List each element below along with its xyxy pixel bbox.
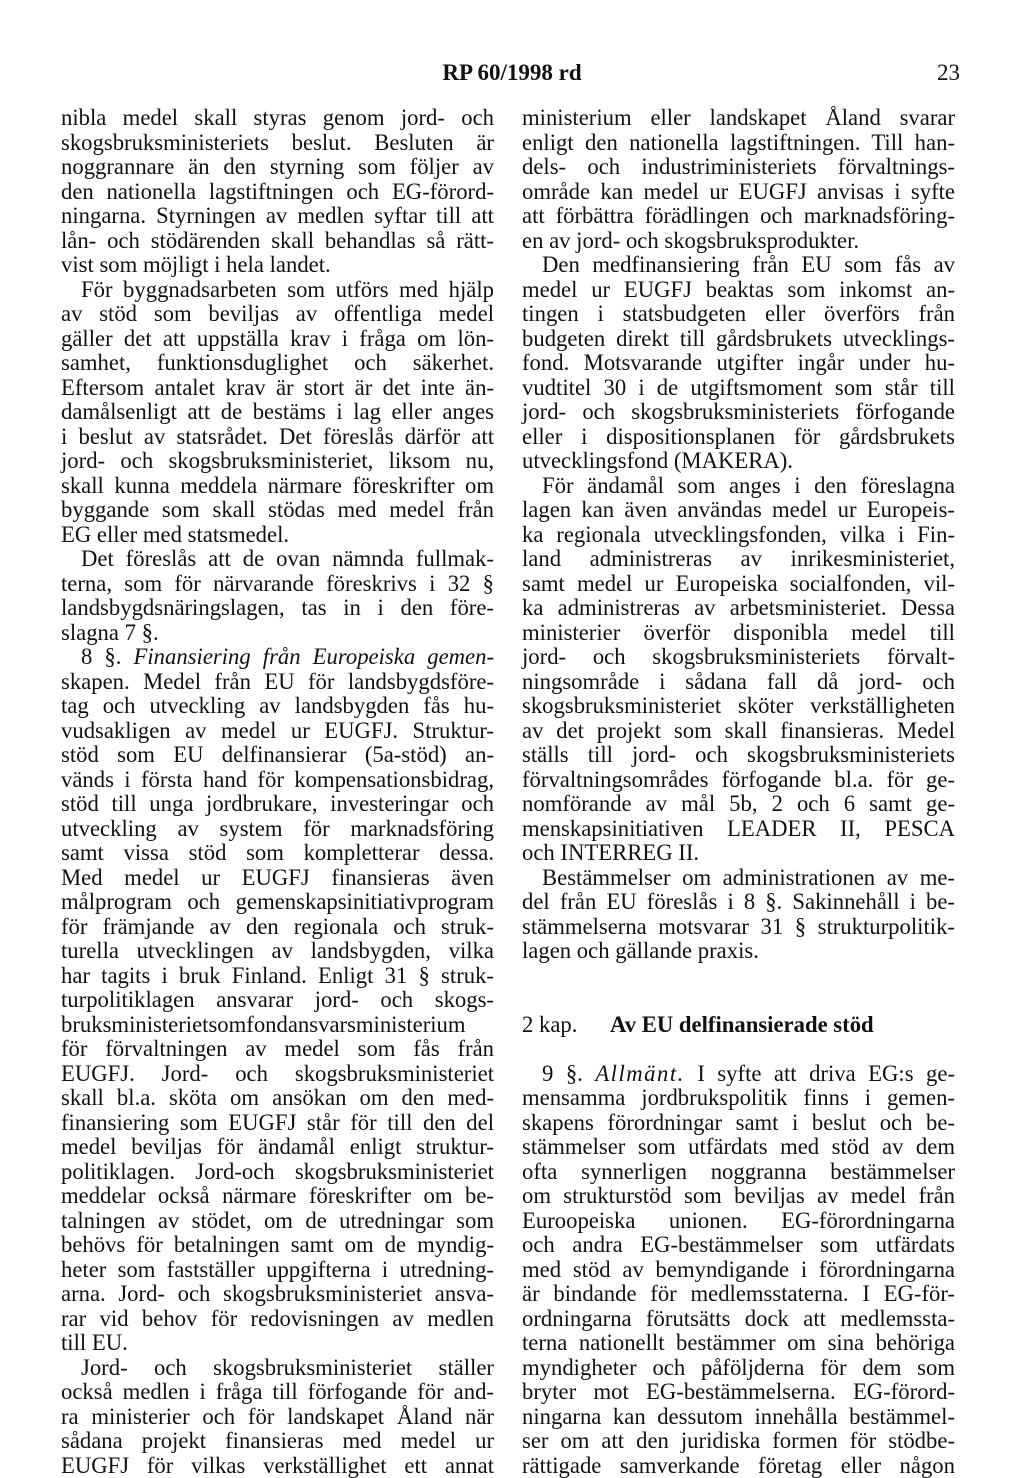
text-line: enligt den nationella lagstiftningen. Till han-: [522, 131, 955, 156]
text-line: menskapsinitiativen LEADER II, PESCA: [522, 817, 955, 842]
text-line: den nationella lagstiftningen och EG-förord-: [61, 180, 494, 205]
text-line: nomförande av mål 5b, 2 och 6 samt ge-: [522, 792, 955, 817]
text-line: ra ministerier och för landskapet Åland när: [61, 1405, 494, 1430]
text-line: rar vid behov för redovisningen av medlen: [61, 1307, 494, 1332]
section-8-number: 8 §.: [81, 644, 134, 669]
text-line: Med medel ur EUGFJ finansieras även: [61, 866, 494, 891]
text-line: ningarna. Styrningen av medlen syftar till att: [61, 204, 494, 229]
text-line: EUGFJ för vilkas verkställighet ett annat: [61, 1454, 494, 1478]
text-line: EUGFJ. Jord- och skogsbruksministeriet: [61, 1062, 494, 1087]
text-line: vist som möjligt i hela landet.: [61, 253, 494, 278]
text-line: vänds i första hand för kompensationsbidrag,: [61, 768, 494, 793]
text-line: lagen kan även användas medel ur Europeis-: [522, 498, 955, 523]
text-line: politiklagen. Jord-och skogsbruksministeriet: [61, 1160, 494, 1185]
text-line: lån- och stödärenden skall behandlas så rätt-: [61, 229, 494, 254]
text-line: skogsbruksministeriets beslut. Besluten är: [61, 131, 494, 156]
text-line: förvaltningsområdes förfogande bl.a. för ge-: [522, 768, 955, 793]
text-line: budgeten direkt till gårdsbrukets utvecklings-: [522, 327, 955, 352]
text-line: om strukturstöd som beviljas av medel från: [522, 1184, 955, 1209]
text-line: del från EU föreslås i 8 §. Sakinnehåll i be-: [522, 890, 955, 915]
text-line: samt medel ur Europeiska socialfonden, vil-: [522, 572, 955, 597]
text-line: ka administreras av arbetsministeriet. Dessa: [522, 596, 955, 621]
page-number: 23: [937, 60, 960, 86]
text-line: myndigheter och påföljderna för dem som: [522, 1356, 955, 1381]
text-line: ningarna kan dessutom innehålla bestämmel-: [522, 1405, 955, 1430]
right-column: [522, 106, 955, 1478]
section-8-heading: Finansiering från Europeiska gemen-: [134, 644, 495, 669]
text-line: tag och utveckling av landsbygden fås hu-: [61, 694, 494, 719]
text-line: dels- och industriministeriets förvaltnings-: [522, 155, 955, 180]
spacer: [522, 988, 955, 1013]
text-line: tingen i statsbudgeten eller överförs från: [522, 302, 955, 327]
section-9-heading-line: [522, 1062, 955, 1087]
text-line: land administreras av inrikesministeriet,: [522, 547, 955, 572]
text-line: skapens förordningar samt i beslut och be-: [522, 1111, 955, 1136]
text-line: Bestämmelser om administrationen av me-: [522, 866, 955, 891]
text-line: bruksministerietsomfondansvarsministerium: [61, 1013, 494, 1038]
text-line: ministerier överför disponibla medel till: [522, 621, 955, 646]
text-line: har tagits i bruk Finland. Enligt 31 § struk-: [61, 964, 494, 989]
text-line: också medlen i fråga till förfogande för and-: [61, 1380, 494, 1405]
page-title: RP 60/1998 rd: [0, 60, 1024, 86]
section-8-heading-line: [61, 645, 494, 670]
text-line: Det föreslås att de ovan nämnda fullmak-: [61, 547, 494, 572]
text-line: är bindande för medlemsstaterna. I EG-för-: [522, 1282, 955, 1307]
text-line: terna nationellt bestämmer om sina behöriga: [522, 1331, 955, 1356]
text-line: landsbygdsnäringslagen, tas in i den före-: [61, 596, 494, 621]
text-line: lagen och gällande praxis.: [522, 939, 955, 964]
chapter-number: 2 kap.: [522, 1013, 610, 1038]
text-line: av stöd som beviljas av offentliga medel: [61, 302, 494, 327]
text-line: noggrannare än den styrning som följer av: [61, 155, 494, 180]
text-line: gäller det att uppställa krav i fråga om lön-: [61, 327, 494, 352]
text-line: stämmelser som utfärdats med stöd av dem: [522, 1135, 955, 1160]
text-line: skall bl.a. sköta om ansökan om den med-: [61, 1086, 494, 1111]
text-line: ställs till jord- och skogsbruksministeriets: [522, 743, 955, 768]
text-line: samhet, funktionsduglighet och säkerhet.: [61, 351, 494, 376]
text-line: medel ur EUGFJ beaktas som inkomst an-: [522, 278, 955, 303]
text-line: ordningarna förutsätts dock att medlemssta-: [522, 1307, 955, 1332]
text-line: medel beviljas för ändamål enligt struktur-: [61, 1135, 494, 1160]
text-line: utveckling av system för marknadsföring: [61, 817, 494, 842]
text-line: turella utvecklingen av landsbygden, vilka: [61, 939, 494, 964]
text-line: heter som fastställer uppgifterna i utredning-: [61, 1258, 494, 1283]
text-line: i beslut av statsrådet. Det föreslås därför att: [61, 425, 494, 450]
text-line: rättigade samverkande företag eller någon: [522, 1454, 955, 1478]
text-line: jord- och skogsbruksministeriets förfogande: [522, 400, 955, 425]
text-line: För byggnadsarbeten som utförs med hjälp: [61, 278, 494, 303]
text-line: arna. Jord- och skogsbruksministeriet ansva-: [61, 1282, 494, 1307]
text-line: med stöd av bemyndigande i förordningarna: [522, 1258, 955, 1283]
text-line: till EU.: [61, 1331, 494, 1356]
spacer: [522, 1037, 955, 1062]
text-line: skogsbruksministeriet sköter verkställigheten: [522, 694, 955, 719]
text-line: att förbättra förädlingen och marknadsföring-: [522, 204, 955, 229]
text-line: och INTERREG II.: [522, 841, 955, 866]
text-line: ka regionala utvecklingsfonden, vilka i Fin-: [522, 523, 955, 548]
text-line: damålsenligt att de bestäms i lag eller anges: [61, 400, 494, 425]
spacer: [522, 964, 955, 989]
text-line: För ändamål som anges i den föreslagna: [522, 474, 955, 499]
text-line: slagna 7 §.: [61, 621, 494, 646]
section-9-first-text: I syfte att driva EG:s ge-: [685, 1061, 955, 1086]
section-9-number: 9 §.: [542, 1061, 595, 1086]
text-line: samt vissa stöd som kompletterar dessa.: [61, 841, 494, 866]
chapter-title: Av EU delfinansierade stöd: [610, 1013, 874, 1038]
text-line: stöd som EU delfinansierar (5a-stöd) an-: [61, 743, 494, 768]
text-line: utvecklingsfond (MAKERA).: [522, 449, 955, 474]
text-line: område kan medel ur EUGFJ anvisas i syfte: [522, 180, 955, 205]
text-line: Den medfinansiering från EU som fås av: [522, 253, 955, 278]
text-line: fond. Motsvarande utgifter ingår under hu-: [522, 351, 955, 376]
text-line: EG eller med statsmedel.: [61, 523, 494, 548]
text-line: ofta synnerligen noggranna bestämmelser: [522, 1160, 955, 1185]
text-line: bryter mot EG-bestämmelserna. EG-förord-: [522, 1380, 955, 1405]
text-line: byggande som skall stödas med medel från: [61, 498, 494, 523]
text-line: Eftersom antalet krav är stort är det inte än-: [61, 376, 494, 401]
text-line: målprogram och gemenskapsinitiativprogram: [61, 890, 494, 915]
text-line: vudtitel 30 i de utgiftsmoment som står till: [522, 376, 955, 401]
text-line: stöd till unga jordbrukare, investeringar och: [61, 792, 494, 817]
text-line: behövs för betalningen samt om de myndig-: [61, 1233, 494, 1258]
text-line: eller i dispositionsplanen för gårdsbrukets: [522, 425, 955, 450]
text-line: finansiering som EUGFJ står för till den del: [61, 1111, 494, 1136]
section-9-heading: Allmänt.: [595, 1061, 685, 1086]
text-line: jord- och skogsbruksministeriet, liksom nu,: [61, 449, 494, 474]
text-line: en av jord- och skogsbruksprodukter.: [522, 229, 955, 254]
text-line: och andra EG-bestämmelser som utfärdats: [522, 1233, 955, 1258]
text-line: ministerium eller landskapet Åland svarar: [522, 106, 955, 131]
text-line: meddelar också närmare föreskrifter om be-: [61, 1184, 494, 1209]
text-line: för främjande av den regionala och struk-: [61, 915, 494, 940]
text-line: nibla medel skall styras genom jord- och: [61, 106, 494, 131]
text-line: talningen av stödet, om de utredningar som: [61, 1209, 494, 1234]
text-line: jord- och skogsbruksministeriets förvalt-: [522, 645, 955, 670]
text-line: ser om att den juridiska formen för stödbe-: [522, 1429, 955, 1454]
text-line: skall kunna meddela närmare föreskrifter om: [61, 474, 494, 499]
text-line: turpolitiklagen ansvarar jord- och skogs-: [61, 988, 494, 1013]
text-line: sådana projekt finansieras med medel ur: [61, 1429, 494, 1454]
text-line: för förvaltningen av medel som fås från: [61, 1037, 494, 1062]
text-line: mensamma jordbrukspolitik finns i gemen-: [522, 1086, 955, 1111]
text-line: Euroopeiska unionen. EG-förordningarna: [522, 1209, 955, 1234]
text-line: ningsområde i sådana fall då jord- och: [522, 670, 955, 695]
text-line: stämmelserna motsvarar 31 § strukturpolitik-: [522, 915, 955, 940]
text-line: skapen. Medel från EU för landsbygdsföre-: [61, 670, 494, 695]
left-column: [61, 106, 494, 1478]
text-line: Jord- och skogsbruksministeriet ställer: [61, 1356, 494, 1381]
chapter-heading: [522, 1013, 955, 1038]
text-line: terna, som för närvarande föreskrivs i 32 §: [61, 572, 494, 597]
text-line: vudsakligen av medel ur EUGFJ. Struktur-: [61, 719, 494, 744]
text-line: av det projekt som skall finansieras. Medel: [522, 719, 955, 744]
